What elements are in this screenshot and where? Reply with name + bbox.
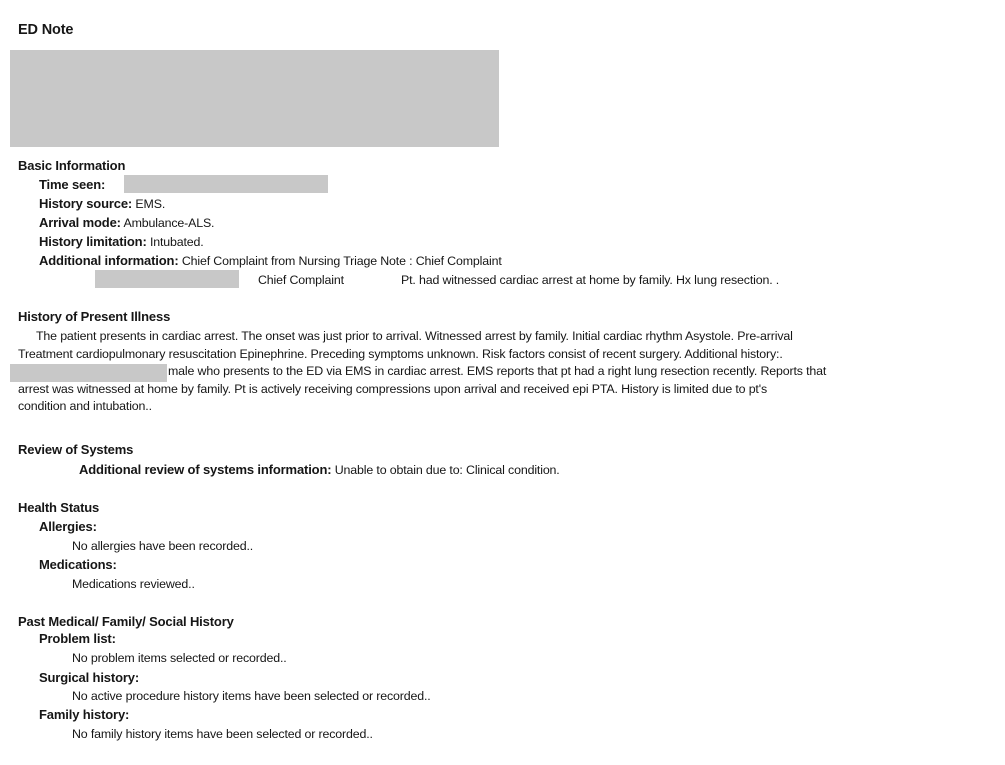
- hpi-line: The patient presents in cardiac arrest. The onset was just prior to arrival. Witnessed arrest by family. Initial cardiac rhythm Asystole. Pre-arrival: [36, 329, 793, 343]
- hpi-line: condition and intubation..: [18, 399, 152, 413]
- redacted-time-seen: [124, 175, 328, 193]
- history-source-label: History source:: [39, 196, 133, 211]
- redacted-patient-info: [10, 364, 167, 382]
- surgical-history-value: No active procedure history items have been selected or recorded..: [72, 689, 431, 703]
- additional-information-label: Additional information:: [39, 253, 179, 268]
- ros-heading: Review of Systems: [18, 442, 134, 457]
- medications-label: Medications:: [39, 557, 117, 572]
- history-source-value: EMS.: [135, 197, 166, 211]
- family-history-label: Family history:: [39, 707, 130, 722]
- arrival-mode-row: [39, 215, 214, 231]
- pmh-heading: Past Medical/ Family/ Social History: [18, 614, 234, 629]
- hpi-line: arrest was witnessed at home by family. Pt is actively receiving compressions upon arrival and received epi PTA. History is limited due to pt's: [18, 381, 767, 396]
- ros-value: Unable to obtain due to: Clinical condition.: [334, 463, 560, 477]
- chief-complaint-value: Pt. had witnessed cardiac arrest at home by family. Hx lung resection. .: [401, 273, 780, 287]
- time-seen-label: Time seen:: [39, 177, 106, 192]
- health-status-heading: Health Status: [18, 500, 100, 515]
- history-source-row: [39, 196, 165, 212]
- chief-complaint-label: Chief Complaint: [258, 273, 344, 287]
- family-history-value: No family history items have been selected or recorded..: [72, 727, 373, 741]
- arrival-mode-value: Ambulance-ALS.: [123, 216, 215, 230]
- hpi-heading: History of Present Illness: [18, 309, 171, 324]
- basic-information-heading: Basic Information: [18, 158, 126, 173]
- redacted-header-block: [10, 50, 499, 147]
- time-seen-row: [39, 177, 105, 193]
- history-limitation-value: Intubated.: [149, 235, 204, 249]
- problem-list-label: Problem list:: [39, 631, 116, 646]
- redacted-triage-date: [95, 270, 239, 288]
- arrival-mode-label: Arrival mode:: [39, 215, 121, 230]
- surgical-history-label: Surgical history:: [39, 670, 140, 685]
- history-limitation-row: [39, 234, 204, 250]
- hpi-line: Treatment cardiopulmonary resuscitation Epinephrine. Preceding symptoms unknown. Risk factors consist of recent surgery. Additional history:.: [18, 346, 783, 361]
- problem-list-value: No problem items selected or recorded..: [72, 651, 287, 665]
- ros-row: [79, 462, 560, 478]
- history-limitation-label: History limitation:: [39, 234, 147, 249]
- medications-value: Medications reviewed..: [72, 577, 195, 591]
- hpi-line: male who presents to the ED via EMS in cardiac arrest. EMS reports that pt had a right lung resection recently. Reports that: [168, 364, 827, 378]
- allergies-value: No allergies have been recorded..: [72, 539, 254, 553]
- additional-information-row: [39, 253, 502, 269]
- ros-label: Additional review of systems information:: [79, 462, 332, 477]
- allergies-label: Allergies:: [39, 519, 97, 534]
- additional-information-value: Chief Complaint from Nursing Triage Note : Chief Complaint: [181, 254, 502, 268]
- page-title: ED Note: [18, 22, 74, 38]
